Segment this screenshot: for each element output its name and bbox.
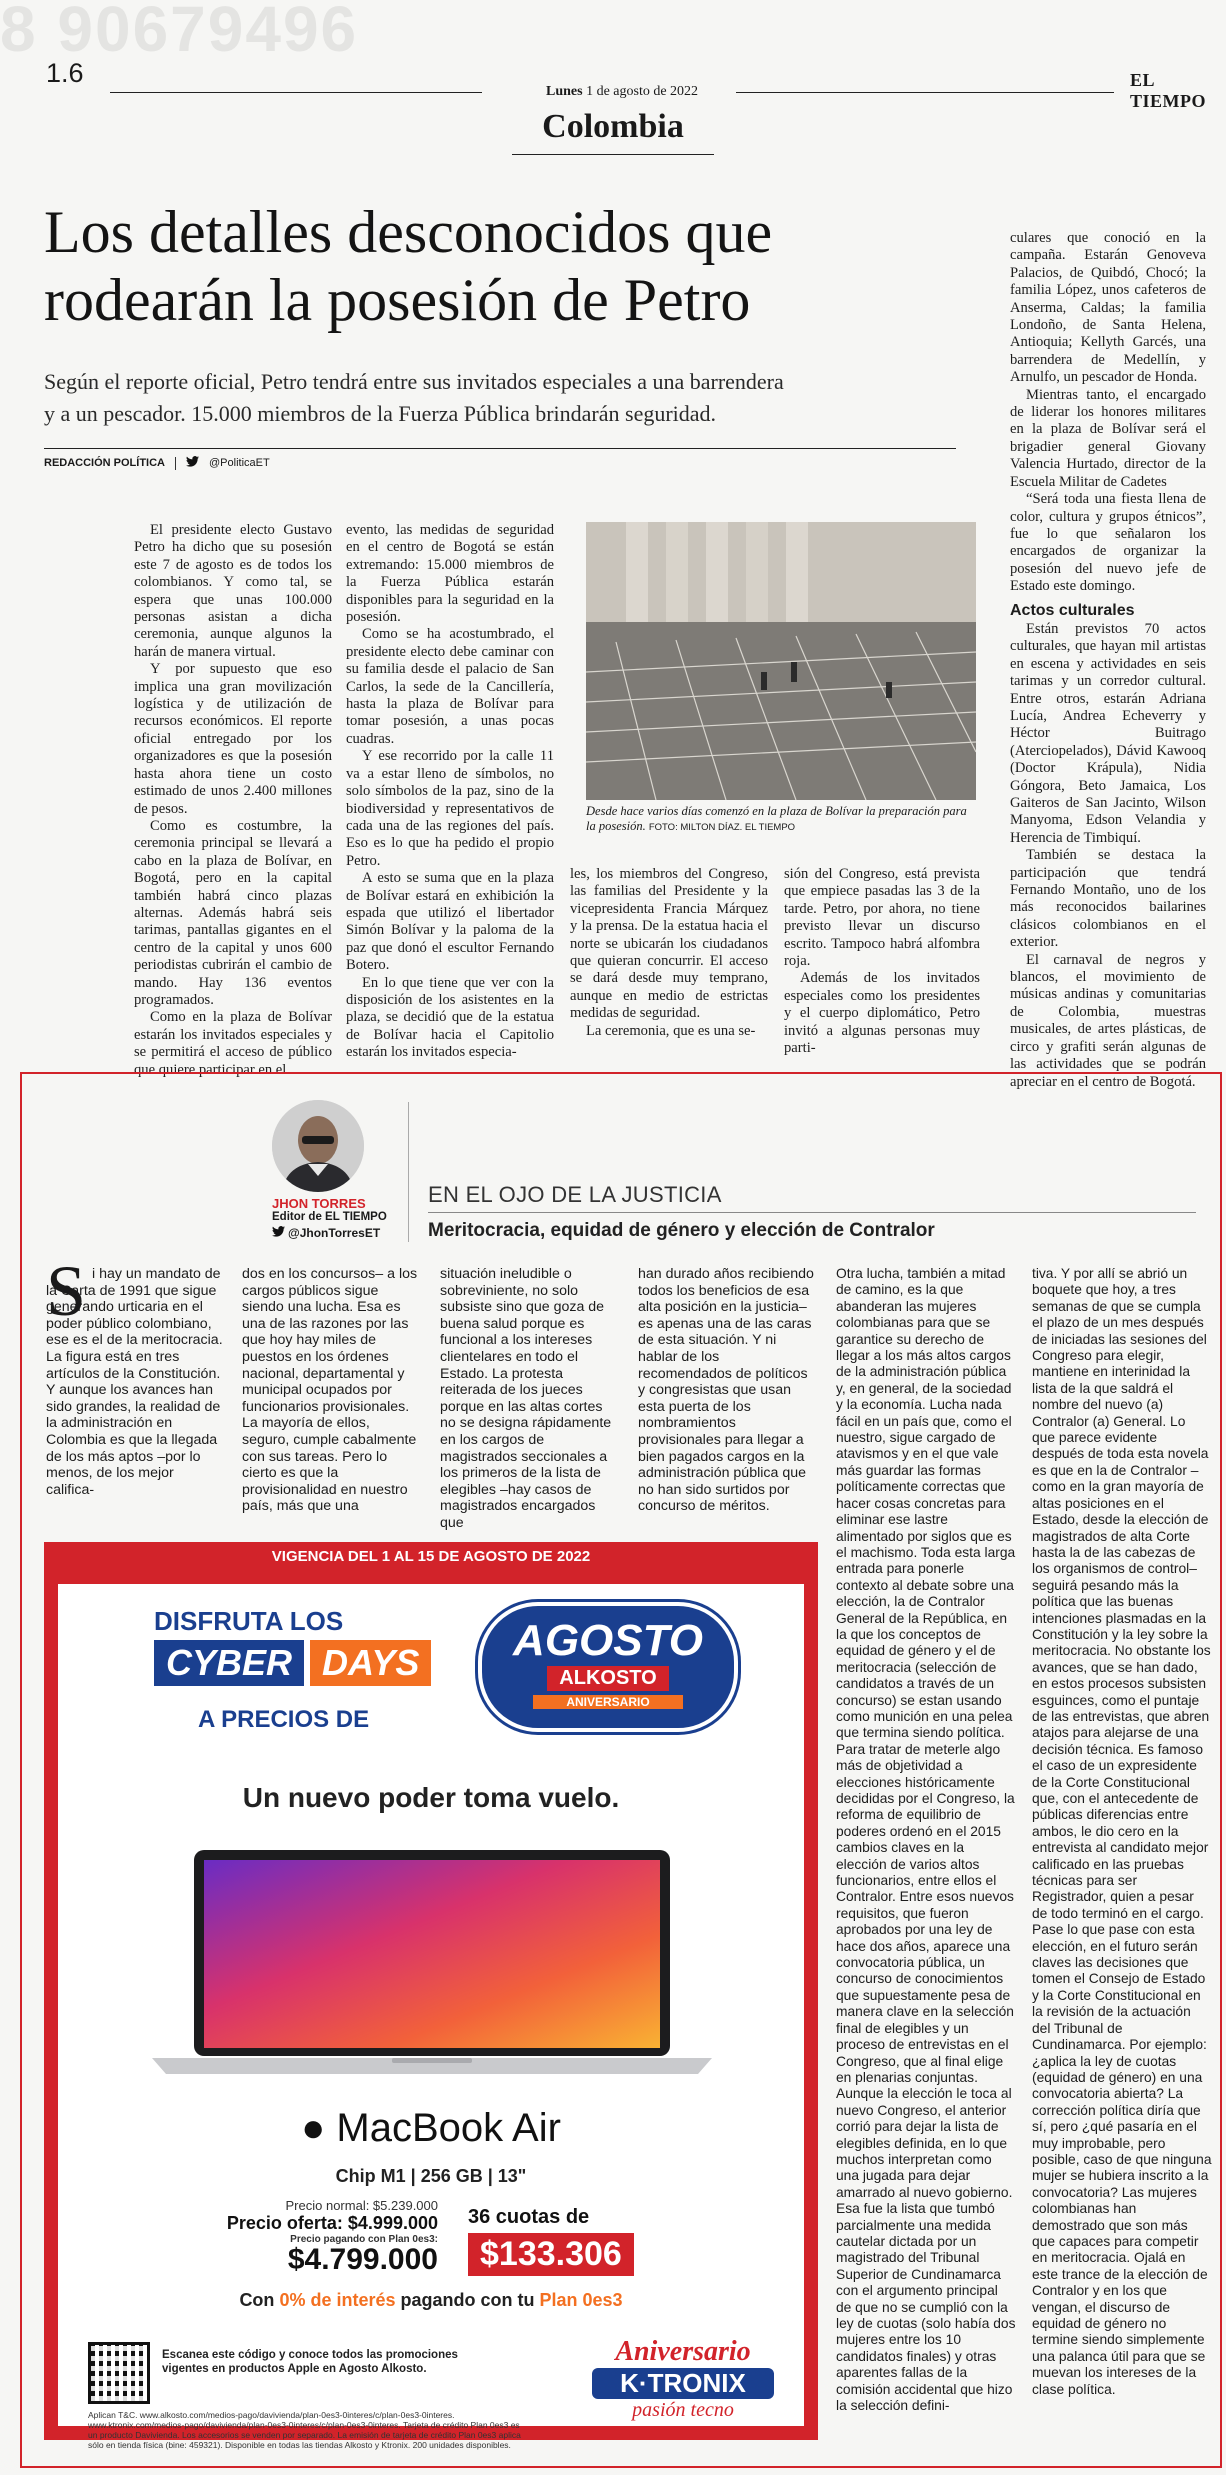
photo-caption [586, 804, 976, 835]
author-twitter [272, 1226, 380, 1240]
lede [44, 366, 784, 430]
date-weekday: Lunes [546, 84, 583, 99]
cyber-days-badge [154, 1640, 431, 1686]
paragraph: En lo que tiene que ver con la disposición de los asistentes en la plaza, se decidió que de la estatua de Bolívar hacia el Capitolio estarán los invitados especia- [346, 974, 554, 1061]
byline [44, 456, 270, 470]
article-column-5 [1010, 230, 1206, 1091]
ktronix-aniversario: Aniversario [615, 2336, 751, 2367]
opinion-column-2 [242, 1266, 420, 1515]
article-column-2 [346, 522, 554, 1062]
paragraph: i hay un mandato de la Carta de 1991 que sigue generando urticaria en el poder público colombiano, ese es el de la meritocracia. La figura está en tres artículos de la Constitución. Y aunque los avances han sido grandes, la realidad de la administración en Colombia es que la llegada de los más aptos –por lo menos, de los mejor califica- [46, 1266, 223, 1498]
subhead: Actos culturales [1010, 601, 1135, 619]
column-name-rule [428, 1212, 1196, 1213]
qr-code[interactable] [88, 2342, 150, 2404]
byline-twitter-handle: @PoliticaET [209, 457, 270, 469]
watermark: 8 90679496 [0, 0, 359, 65]
byline-author: REDACCIÓN POLÍTICA [44, 457, 165, 469]
twitter-icon [272, 1226, 285, 1240]
ad-validity-banner: VIGENCIA DEL 1 AL 15 DE AGOSTO DE 2022 [271, 1548, 591, 1565]
product-specs: Chip M1 | 256 GB | 13" [335, 2166, 527, 2186]
product-name-text: MacBook Air [336, 2106, 561, 2150]
normal-price: Precio normal: $5.239.000 [285, 2198, 438, 2213]
paragraph: Como se ha acostumbrado, el presidente electo debe caminar con su familia desde el palacio de San Carlos, la sede de la Cancillería, hasta la plaza de Bolívar para tomar posesión, a unas pocas cuadras. [346, 626, 554, 747]
author-name: JHON TORRES [272, 1196, 366, 1211]
headline-line-1: Los detalles desconocidos que [44, 199, 773, 265]
opinion-column-3 [440, 1266, 618, 1532]
paragraph: Mientras tanto, el encargado de liderar los honores militares en la plaza de Bolívar será el brigadier general Giovany Valencia Hurtado, director de la Escuela Militar de Cadetes [1010, 386, 1206, 490]
installments-block [468, 2206, 634, 2276]
alkosto-label: ALKOSTO [547, 1666, 668, 1691]
paragraph: El carnaval de negros y blancos, el movimiento de músicas andinas y comunitarias de Colombia, muestras musicales, de artes plásticas, de circo y grafiti serán algunas de las actividades que se podrán apreciar en el centro de Bogotá. [1010, 951, 1206, 1090]
article-column-4 [784, 866, 980, 1057]
photo-credit: FOTO: MILTON DÍAZ. EL TIEMPO [648, 822, 796, 833]
aniversario-label: ANIVERSARIO [533, 1695, 683, 1709]
price-block [188, 2198, 438, 2275]
macbook-image [142, 1848, 722, 2088]
paragraph: culares que conoció en la campaña. Estarán Genoveva Palacios, de Quibdó, Chocó; la familia López, unos cafeteros de Anserma, Caldas; la familia Londoño, de Santa Helena, Antioquia; Kellyth Garcés, una barrendera de Medellín, y Arnulfo, un pescador de Honda. [1010, 230, 1206, 386]
plaza-scene-illustration [586, 522, 976, 800]
ktronix-wordmark: K·TRONIX [592, 2368, 774, 2399]
article-photo [586, 522, 976, 800]
advertisement[interactable] [44, 1542, 818, 2450]
product-name [58, 2106, 804, 2151]
paragraph: La ceremonia, que es una se- [586, 1022, 756, 1039]
laptop-illustration [142, 1848, 722, 2088]
column-title: Meritocracia, equidad de género y elección de Contralor [428, 1220, 935, 1241]
interest-plan: Plan 0es3 [539, 2290, 623, 2310]
column-name: EN EL OJO DE LA JUSTICIA [428, 1182, 722, 1207]
interest-line [58, 2290, 804, 2311]
paragraph: A esto se suma que en la plaza de Bolívar estará en exhibición la espada que utilizó el libertador Simón Bolívar y la paloma de la paz que donó el escultor Fernando Botero. [346, 870, 554, 974]
brand-logo: EL TIEMPO [1130, 70, 1207, 111]
headline [44, 198, 772, 334]
opinion-column-4 [638, 1266, 816, 1515]
paragraph: “Será toda una fiesta llena de color, cultura y grupos étnicos”, fue lo que señalaron los encargados de organizar la posesión del nuevo jefe de Estado este domingo. [1010, 491, 1206, 595]
ktronix-logo [592, 2336, 774, 2422]
page-number: 1.6 [46, 58, 84, 88]
opinion-column-5 [836, 1266, 1016, 2414]
paragraph: Y ese recorrido por la calle 11 va a estar lleno de símbolos, no solo símbolos de la paz, sino de la biodiversidad y representativos de cada una de las regiones del país. Eso es lo que ha pedido el propio Petro. [346, 748, 554, 869]
interest-pre: Con [239, 2290, 280, 2310]
author-photo [272, 1100, 364, 1192]
dropcap: S [46, 1251, 87, 1331]
installment-value: $133.306 [468, 2233, 634, 2276]
ad-tagline: Un nuevo poder toma vuelo. [242, 1782, 620, 1813]
paragraph: Como en la plaza de Bolívar estarán los invitados especiales y se permitirá el acceso de público que quiere participar en el [134, 1009, 332, 1078]
section-underline [512, 154, 714, 155]
lede-line-2: y a un pescador. 15.000 miembros de la Fuerza Pública brindarán seguridad. [44, 401, 717, 426]
plan-price-label: Precio pagando con Plan 0es3: [290, 2234, 438, 2245]
cyber-label: CYBER [154, 1640, 304, 1686]
author-title: Editor de EL TIEMPO [272, 1211, 387, 1223]
opinion-column-6 [1032, 1266, 1212, 2398]
date-text: 1 de agosto de 2022 [582, 84, 699, 99]
paragraph: Y por supuesto que eso implica una gran movilización logística y de utilización de recursos económicos. El reporte oficial entregado por los organizadores es que la posesión hasta ahora tiene un costo estimado de unos 2.400 millones de pesos. [134, 661, 332, 817]
ktronix-slogan: pasión tecno [632, 2399, 734, 2421]
qr-pattern [91, 2345, 147, 2401]
ad-a-precios: A PRECIOS DE [198, 1706, 370, 1733]
article-column-1 [134, 522, 332, 1079]
paragraph: Otra lucha, también a mitad de camino, es la que abanderan las mujeres colombianas para que se garantice su derecho de llegar a los más altos cargos de la administración pública y, en general, de la sociedad y la economía. Lucha nada fácil en un país que, como el nuestro, sigue cargado de atavismos y en el que vale más guardar las formas políticamente correctas que hacer cosas concretas para eliminar ese lastre alimentado por siglos que es el machismo. Toda esta larga entrada para ponerle contexto al debate sobre una elección, la de Contralor General de la República, en la que los conceptos de equidad de género y el de meritocracia (selección de candidatos a través de un concurso) se estan usando como munición en una pelea que termina siendo política. Para tratar de meterle algo más de objetividad a elecciones históricamente decididas por el Congreso, la reforma de equilibrio de poderes ordenó en el 2015 cambios claves en la elección de varios altos funcionarios, entre ellos el Contralor. Entre esos nuevos requisitos, que fueron aprobados por una ley de hace dos años, aparece una convocatoria pública, un concurso de conocimientos que supuestamente pesa de manera clave en la selección final de elegibles y un proceso de entrevistas en el Congreso, que al final elige en plenarias conjuntas. Aunque la elección le toca al nuevo Congreso, el anterior corrió para dejar la lista de elegibles definida, en lo que muchos interpretan como una jugada para dejar amarrado al nuevo gobierno. Esa fue la lista que tumbó parcialmente una medida cautelar dictada por un magistrado del Tribunal Superior de Cundinamarca con el argumento principal de que no se cumplió con la ley de cuotas (solo había dos mujeres entre los 10 candidatos finales) y otras aparentes fallas de la comisión accidental que hizo la selección defini- [836, 1266, 1016, 2414]
lede-line-1: Según el reporte oficial, Petro tendrá entre sus invitados especiales a una barrendera [44, 369, 784, 394]
apple-icon: ● [301, 2106, 326, 2150]
caption-text: Desde hace varios días comenzó en la plaza de Bolívar la preparación para la posesión. [586, 804, 967, 833]
paragraph: tiva. Y por allí se abrió un boquete que hoy, a tres semanas de que se cumpla el plazo de un mes después de iniciadas las sesiones del Congreso para elegir, mantiene en interinidad la lista de la que saldrá el nombre del nuevo (a) Contralor (a) General. Lo que parece evidente después de toda esta novela es que en la de Contralor –como en la gran mayoría de altas posiciones en el Estado, desde la elección de magistrados de alta Corte hasta la de las cabezas de los organismos de control– seguirá pesando más la política que las buenas intenciones plasmadas en la Constitución y la ley sobre la meritocracia. No obstante los avances, que se han dado, en estos procesos subsisten esguinces, como el puntaje de las entrevistas, que abren atajos para alejarse de una decisión técnica. Es famoso el caso de un expresidente de la Corte Constitucional que, con el antecedente de públicas diferencias entre ambos, le dio cero en la entrevista al candidato mejor calificado en las pruebas técnicas para ser Registrador, quien a pesar de todo terminó en el cargo. Pase lo que pase con esta elección, en el futuro serán claves las decisiones que tomen el Consejo de Estado y la Corte Constitucional en la revisión de la actuación del Tribunal de Cundinamarca. Por ejemplo: ¿aplica la ley de cuotas (equidad de género) en una convocatoria abierta? La corrección política diría que sí, pero ¿qué pasaría en el muy improbable, pero posible, caso de que ninguna mujer se hubiera inscrito a la convocatoria? Las mujeres colombianas han demostrado que son más que capaces para competir en meritocracia. Ojalá en este trance de la elección de Contralor y en los que vengan, el discurso de equidad de género no termine siendo simplemente una palanca útil para que se muevan los intereses de la clase política. [1032, 1266, 1212, 2397]
installments-label: 36 cuotas de [468, 2206, 590, 2228]
paragraph: sión del Congreso, está prevista que empiece pasadas las 3 de la tarde. Petro, por ahora, no tiene previsto llevar un discurso escrito. Tampoco habrá alfombra roja. [784, 866, 980, 970]
paragraph: han durado años recibiendo todos los beneficios de esa alta posición en la justicia– es apenas una de las caras de esta situación. Y ni hablar de los recomendados de políticos y congresistas que usan esta puerta de los nombramientos provisionales para llegar a bien pagados cargos en la administración pública que no han sido surtidos por concurso de méritos. [638, 1266, 814, 1515]
plan-price: $4.799.000 [287, 2243, 438, 2276]
byline-separator [175, 457, 176, 470]
paragraph: El presidente electo Gustavo Petro ha dicho que su posesión este 7 de agosto es de todos los colombianos. Y como tal, se espera que unas 100.000 personas asistan a dicha ceremonia, aunque algunos la harán de manera virtual. [134, 522, 332, 660]
offer-price: Precio oferta: $4.999.000 [226, 2213, 438, 2233]
section-title: Colombia [542, 108, 684, 145]
paragraph: les, los miembros del Congreso, las familias del Presidente y la vicepresidenta Francia Márquez y la prensa. De la estatua hacia el norte se ubicarán los ciudadanos que quieran concurrir. El acceso se dará desde muy temprano, aunque en medio de estrictas medidas de seguridad. [570, 866, 768, 1022]
header-date [546, 84, 698, 100]
byline-rule [44, 448, 956, 449]
interest-highlight: 0% de interés [279, 2290, 396, 2310]
article-column-3 [570, 866, 768, 1040]
qr-text: Escanea este código y conoce todos las promociones vigentes en productos Apple en Agosto Alkosto. [162, 2349, 458, 2375]
header-rule-left [110, 92, 482, 93]
agosto-alkosto-logo [478, 1602, 738, 1732]
opinion-column-1 [46, 1266, 224, 1498]
agosto-label: AGOSTO [513, 1616, 703, 1665]
days-label: DAYS [310, 1640, 431, 1686]
author-twitter-handle: @JhonTorresET [288, 1226, 381, 1240]
paragraph: evento, las medidas de seguridad en el centro de Bogotá se están extremando: 15.000 miembros de la Fuerza Pública estarán disponibles para la seguridad en la posesión. [346, 522, 554, 626]
paragraph: situación ineludible o sobreviniente, no solo subsiste sino que goza de buena salud porque es funcional a los intereses clientelares en todo el Estado. La protesta reiterada de los jueces porque en las altas cortes no se designa rápidamente en los cargos de magistrados seccionales a los primeros de la lista de elegibles –hay casos de magistrados encargados que [440, 1266, 612, 1531]
opinion-vertical-rule [408, 1102, 409, 1242]
paragraph: Como es costumbre, la ceremonia principal se llevará a cabo en la plaza de Bolívar, en Bogotá, pero en la capital también habrá cinco plazas alternas. Además habrá seis tarimas, pantallas gigantes en el centro de la capital y unos 600 periodistas cubrirán el cambio de mando. Hay 136 eventos programados. [134, 817, 332, 1008]
paragraph: Además de los invitados especiales como los presidentes y el cuerpo diplomático, Petro invitó a algunas personas muy parti- [784, 970, 980, 1057]
paragraph: dos en los concursos– a los cargos públicos sigue siendo una lucha. Esa es una de las razones por las que hoy hay miles de puestos en los órdenes nacional, departamental y municipal ocupados por funcionarios provisionales. La mayoría de ellos, seguro, cumple cabalmente con sus tareas. Pero lo cierto es que la provisionalidad en nuestro país, más que una [242, 1266, 418, 1515]
ad-disfruta: DISFRUTA LOS [154, 1606, 344, 1636]
interest-mid: pagando con tu [395, 2290, 540, 2310]
ad-fine-print: Aplican T&C. www.alkosto.com/medios-pago/davivienda/plan-0es3-0interes/c/plan-0es3-0interes. www.ktronix.com/medios-pago/davivienda/plan-0es3-0interes/c/plan-0es3-0interes. Tarjeta de crédito Plan 0es3 es un producto Davivienda. Los accesorios se venden por separado. La emisión de tarjeta de crédito Plan 0es3 aplica sólo en tienda física (bine: 459321). Disponible en todas las tiendas Alkosto y Ktronix. 200 unidades disponibles. [88, 2410, 521, 2450]
header-rule-right [736, 92, 1114, 93]
avatar [272, 1100, 364, 1192]
headline-line-2: rodearán la posesión de Petro [44, 267, 751, 333]
paragraph: También se destaca la participación que tendrá Fernando Montaño, uno de los más reconocidos bailarines clásicos colombianos en el exterior. [1010, 847, 1206, 951]
twitter-icon [186, 456, 199, 470]
paragraph: Están previstos 70 actos culturales, que hayan mil artistas en escena y actividades en seis tarimas y un corredor cultural. Entre otros, estarán Adriana Lucía, Andrea Echeverry y Héctor Buitrago (Aterciopelados), Dávid Kawooq (Doctor Krápula), Nidia Góngora, Beto Jamaica, Los Gaiteros de San Jacinto, Wilson Manyoma, Edson Velandia y Herencia de Timbiquí. [1010, 620, 1206, 846]
